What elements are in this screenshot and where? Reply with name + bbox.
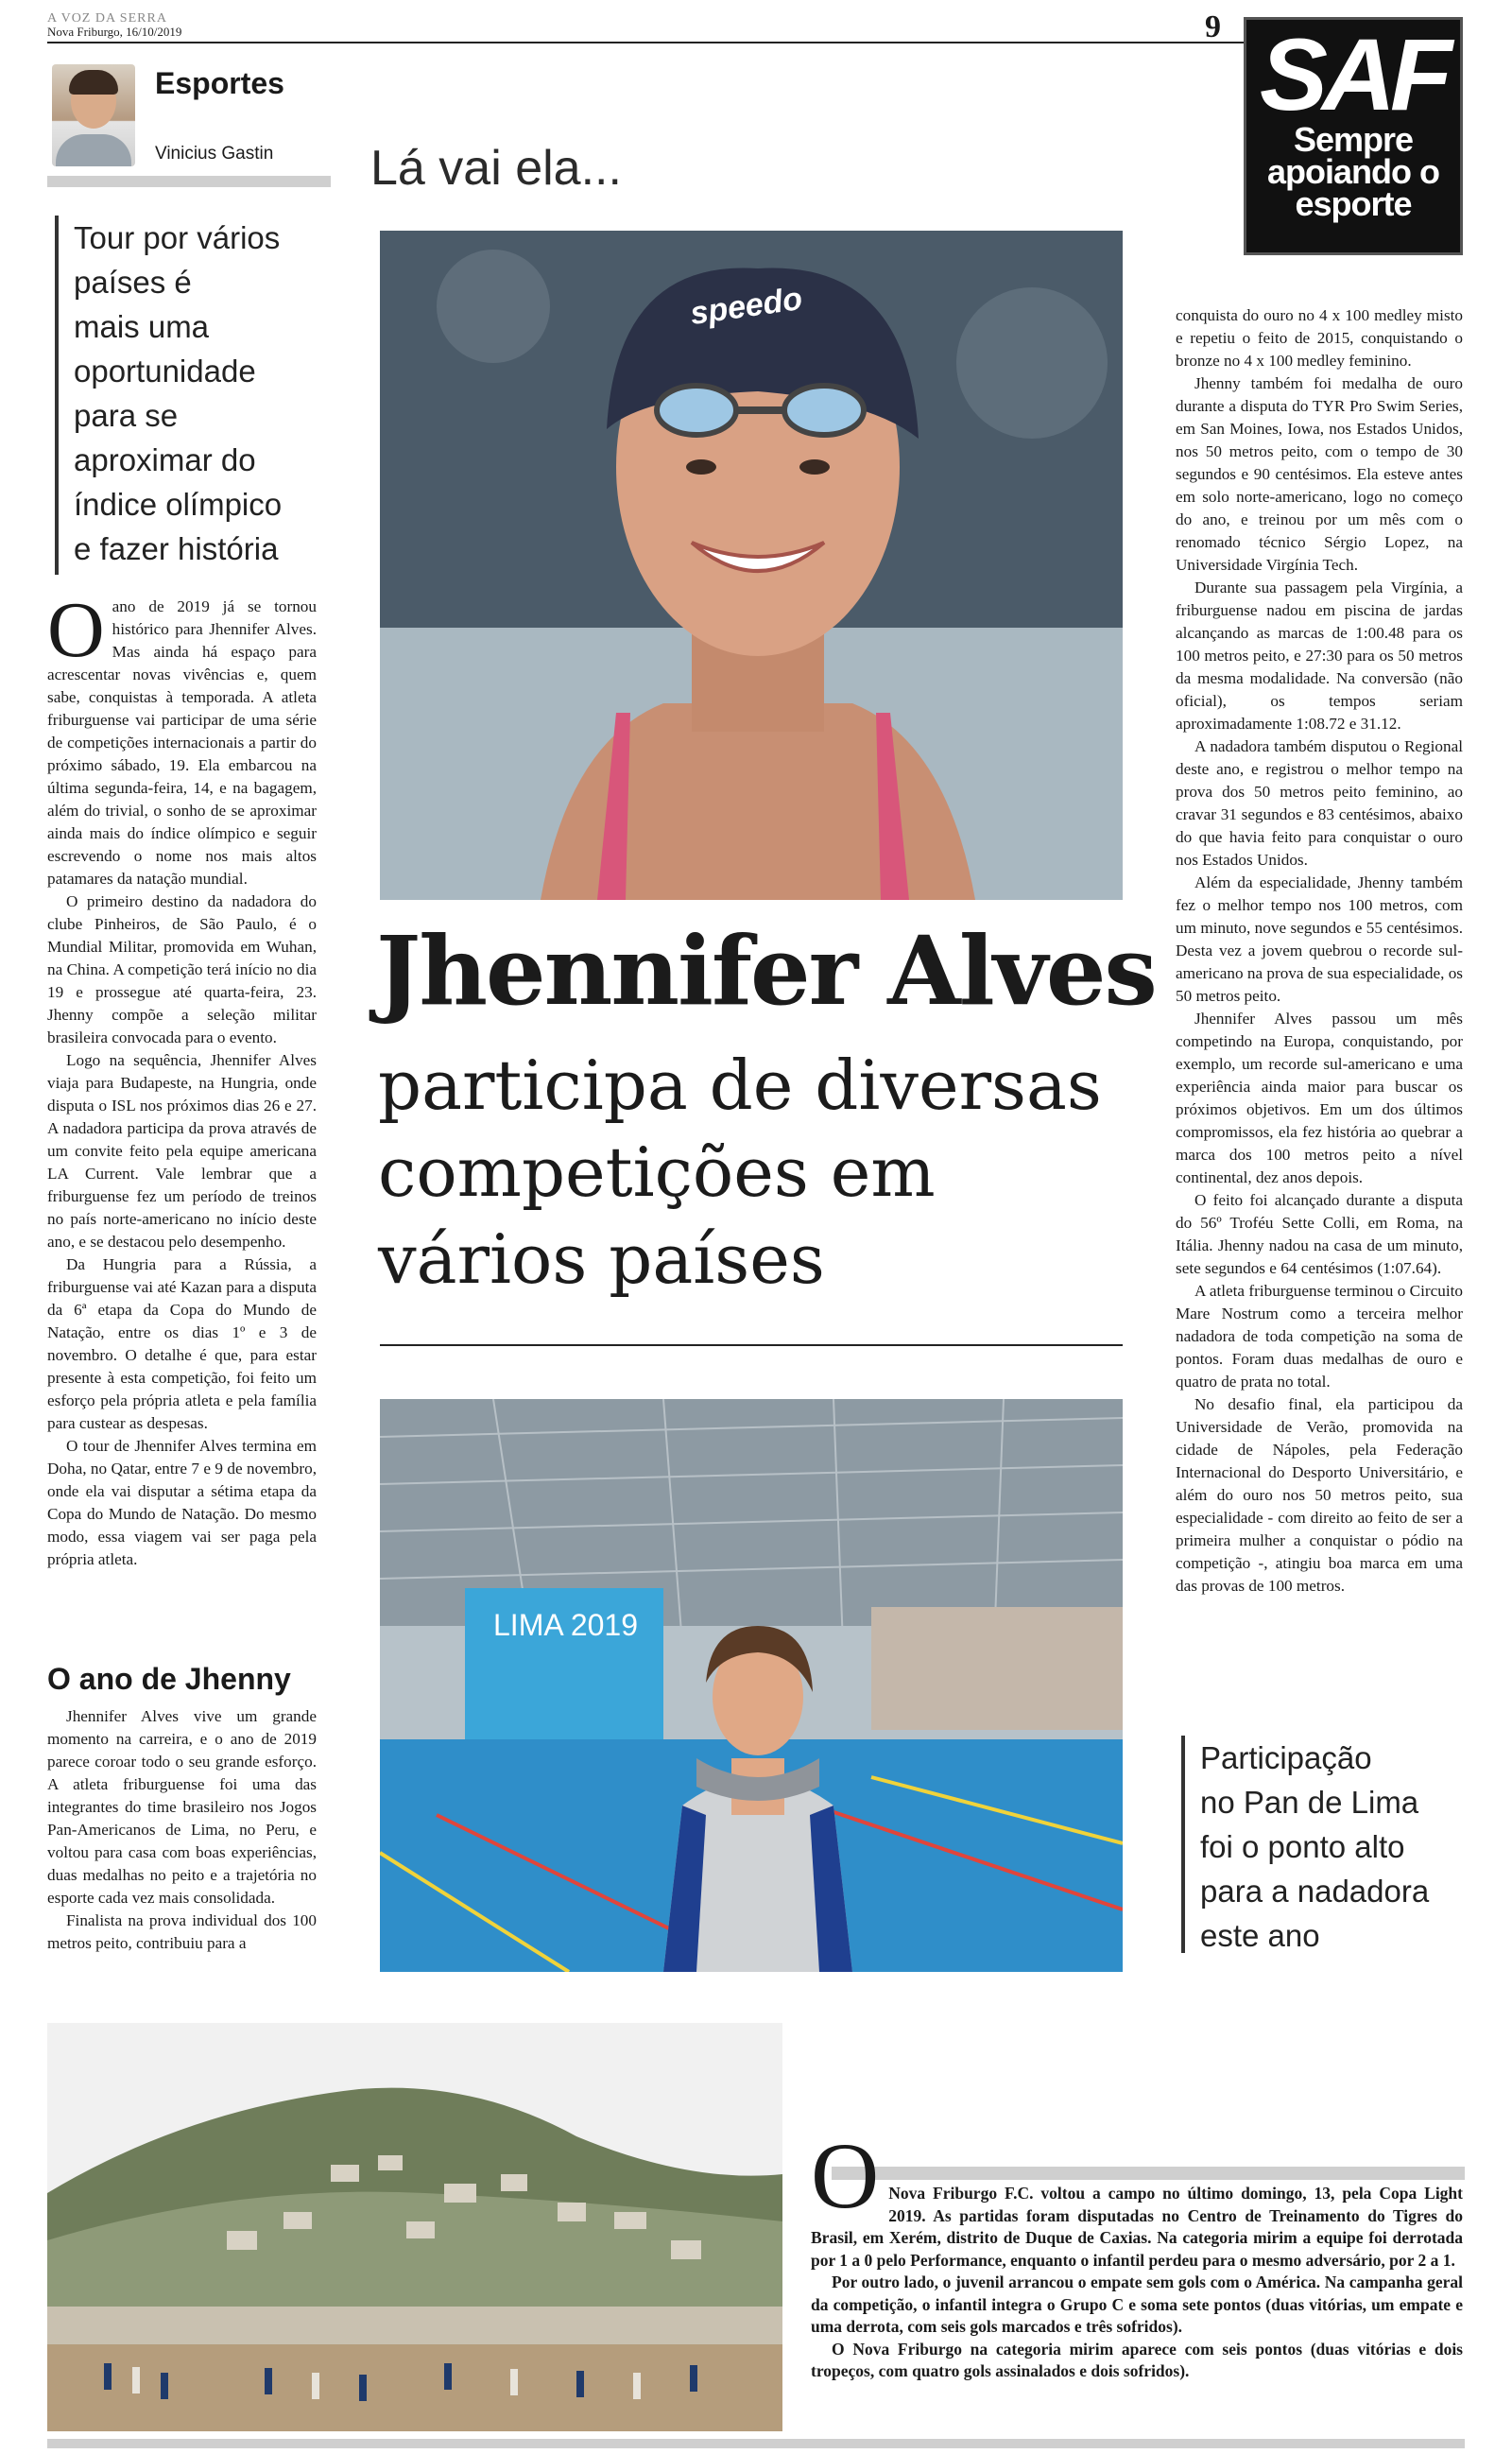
article-paragraph: O primeiro destino da nadadora do clube Pinheiros, de São Paulo, é o Mundial Militar, promovida em Wuhan, na China. A competição terá início no dia 19 e prossegue até quarta-feira, 23. Jhenny compõe a seleção militar brasileira convocada para o evento. [47, 892, 317, 1046]
article-column-1 [47, 586, 317, 1571]
section-title: Esportes [155, 66, 284, 100]
article-paragraph: Logo na sequência, Jhennifer Alves viaja para Budapeste, na Hungria, onde disputa o ISL nos próximos dias 26 e 27. A nadadora participa da prova através de um convite feito pela equipe americana LA Current. Vale lembrar que a friburguense fez um período de treinos no país norte-americano no início deste ano, e se destacou pelo desempenho. [47, 1051, 317, 1251]
sponsor-slogan [1246, 120, 1460, 223]
pull-quote-line: para a nadadora [1200, 1874, 1430, 1909]
deck-line: vários países [378, 1219, 825, 1299]
deck [378, 1042, 1125, 1303]
pool-illustration [380, 1399, 1123, 1972]
article-paragraph: A atleta friburguense terminou o Circuito Mare Nostrum como a terceira melhor nadadora de toda competição na soma de pontos. Foram duas medalhas de ouro e quatro de prata no total. [1176, 1282, 1463, 1391]
pull-quote-line: Participação [1200, 1740, 1372, 1775]
article-column-1b [47, 1705, 317, 1955]
bottom-story-paragraph: O Nova Friburgo F.C. voltou a campo no último domingo, 13, pela Copa Light 2019. As partidas foram disputadas no Centro de Treinamento do Tigres do Brasil, em Xerém, distrito de Duque de Caxias. Na categoria mirim a equipe foi derrotada por 1 a 0 pelo Performance, enquanto o infantil perdeu para o mesmo adversário, por 2 a 1. [811, 2123, 1463, 2270]
author-divider [47, 176, 331, 187]
article-paragraph: O tour de Jhennifer Alves termina em Doha, no Qatar, entre 7 e 9 de novembro, onde ela vai disputar a sétima etapa da Copa do Mundo de Natação. Do mesmo modo, essa viagem vai ser paga pela própria atleta. [47, 1437, 317, 1568]
pull-quote-line: oportunidade [74, 354, 256, 389]
headline-rule [380, 1344, 1123, 1346]
footer-bar [47, 2439, 1465, 2448]
sponsor-slogan-line: Sempre [1293, 120, 1414, 159]
pool-photo [380, 1399, 1123, 1972]
pull-quote-line: mais uma [74, 309, 210, 344]
headline: Jhennifer Alves [376, 915, 1156, 1027]
masthead: A VOZ DA SERRA [47, 11, 167, 26]
deck-line: competições em [378, 1132, 936, 1212]
subhead: O ano de Jhenny [47, 1662, 291, 1696]
article-paragraph: No desafio final, ela participou da Universidade de Verão, promovida na cidade de Nápoles, pela Federação Internacional do Desporto Universitário, e além do ouro nos 50 metros peito, sua especialidade - com direito ao feito de ser a primeira mulher a conquistar o pódio na competição -, atingiu boa marca em uma das provas de 100 metros. [1176, 1395, 1463, 1595]
sponsor-slogan-line: esporte [1295, 184, 1412, 223]
article-paragraph: Da Hungria para a Rússia, a friburguense vai até Kazan para a disputa da 6ª etapa da Copa do Mundo de Natação, entre os dias 1º e 3 de novembro. O detalhe é que, para estar presente à esta competição, foi feito um esforço pela própria atleta e pela família para custear as despesas. [47, 1255, 317, 1432]
dateline: Nova Friburgo, 16/10/2019 [47, 25, 182, 39]
football-field-photo [47, 2023, 782, 2431]
bottom-story-paragraph: O Nova Friburgo na categoria mirim aparece com seis pontos (duas vitórias e dois tropeços, com quatro gols assinalados e dois sofridos). [811, 2339, 1463, 2380]
pull-quote-line: no Pan de Lima [1200, 1785, 1419, 1820]
bottom-story [811, 2123, 1463, 2383]
sponsor-slogan-line: apoiando o [1267, 152, 1439, 191]
drop-cap: O [47, 586, 105, 674]
article-column-3 [1176, 304, 1463, 1598]
pull-quote [1181, 1736, 1484, 1953]
bottom-story-paragraph: Por outro lado, o juvenil arrancou o empate sem gols com o América. Na campanha geral da competição, o infantil integra o Grupo C e soma sete pontos (duas vitórias, um empate e uma derrota, com seis gols marcados e três sofridos). [811, 2273, 1463, 2336]
article-paragraph: Jhennifer Alves passou um mês competindo na Europa, conquistando, por exemplo, um recorde sul-americano e uma experiência ainda maior para buscar os próximos objetivos. Em um dos últimos compromissos, ela fez história ao quebrar a marca dos 100 metros peito a nível continental, dez anos depois. [1176, 1010, 1463, 1186]
pull-quote-line: aproximar do [74, 442, 256, 477]
swimmer-portrait-illustration [380, 231, 1123, 900]
article-paragraph: Oano de 2019 já se tornou histórico para Jhennifer Alves. Mas ainda há espaço para acrescentar novas vivências e, quem sabe, conquistas à temporada. A atleta friburguense vai participar de uma série de competições internacionais a partir do próximo sábado, 19. Ela embarcou na última segunda-feira, 14, e na bagagem, além do trivial, o sonho de se aproximar ainda mais do índice olímpico e seguir escrevendo o nome nos mais altos patamares da natação mundial. [47, 586, 317, 888]
kicker: Lá vai ela... [370, 141, 622, 196]
article-paragraph: conquista do ouro no 4 x 100 medley misto e repetiu o feito de 2015, conquistando o bronze no 4 x 100 medley feminino. [1176, 306, 1463, 370]
article-paragraph: A nadadora também disputou o Regional deste ano, e registrou o melhor tempo na prova dos 50 metros peito feminino, ao cravar 31 segundos e 83 centésimos, abaixo do que havia feito para conquistar o ouro nos Estados Unidos. [1176, 737, 1463, 869]
sponsor-wordmark: SAF [1260, 17, 1447, 131]
pull-quote [55, 216, 329, 575]
deck-line: participa de diversas [378, 1046, 1102, 1125]
article-paragraph: O feito foi alcançado durante a disputa do 56º Troféu Sette Colli, em Roma, na Itália. Jhenny nadou na casa de um minuto, sete segundos e 64 centésimos (1:07.64). [1176, 1191, 1463, 1277]
pull-quote-line: para se [74, 398, 179, 433]
pull-quote-line: este ano [1200, 1918, 1320, 1953]
drop-cap: O [811, 2123, 880, 2228]
pull-quote-line: países é [74, 265, 192, 300]
article-paragraph: Jhennifer Alves vive um grande momento na carreira, e o ano de 2019 parece coroar todo o seu grande esforço. A atleta friburguense foi uma das integrantes do time brasileiro nos Jogos Pan-Americanos de Lima, no Peru, e voltou para casa com boas experiências, duas medalhas no peito e a trajetória no esporte cada vez mais consolidada. [47, 1707, 317, 1907]
page-number: 9 [1205, 9, 1221, 44]
lima-banner: LIMA 2019 [493, 1608, 638, 1642]
swimmer-portrait-photo [380, 231, 1123, 900]
top-rule [47, 42, 1247, 43]
svg-text:speedo: speedo [688, 280, 805, 333]
pull-quote-line: índice olímpico [74, 487, 283, 522]
football-field-illustration [47, 2023, 782, 2431]
article-paragraph: Além da especialidade, Jhenny também fez o melhor tempo nos 100 metros, com um minuto, nove segundos e 55 centésimos. Desta vez a jovem quebrou o recorde sul-americano na prova de sua especialidade, os 50 metros peito. [1176, 873, 1463, 1005]
article-paragraph: Finalista na prova individual dos 100 metros peito, contribuiu para a [47, 1911, 317, 1952]
sponsor-logo [1244, 17, 1463, 255]
pull-quote-line: Tour por vários [74, 220, 281, 255]
author-avatar [52, 64, 135, 166]
pull-quote-line: foi o ponto alto [1200, 1829, 1405, 1864]
pull-quote-line: e fazer história [74, 531, 279, 566]
article-paragraph: Durante sua passagem pela Virgínia, a friburguense nadou em piscina de jardas alcançando as marcas de 1:00.48 para os 100 metros peito, e 27:30 para os 50 metros da mesma modalidade. Na conversão (não oficial), os tempos seriam aproximadamente 1:08.72 e 31.12. [1176, 579, 1463, 733]
author-name: Vinicius Gastin [155, 144, 274, 164]
article-paragraph: Jhenny também foi medalha de ouro durante a disputa do TYR Pro Swim Series, em San Moines, Iowa, nos Estados Unidos, nos 50 metros peito, com o tempo de 30 segundos e 90 centésimos. Ela esteve antes em solo norte-americano, logo no começo do ano, e treinou por um mês com o renomado técnico Sérgio Lopez, na Universidade Virgínia Tech. [1176, 374, 1463, 574]
